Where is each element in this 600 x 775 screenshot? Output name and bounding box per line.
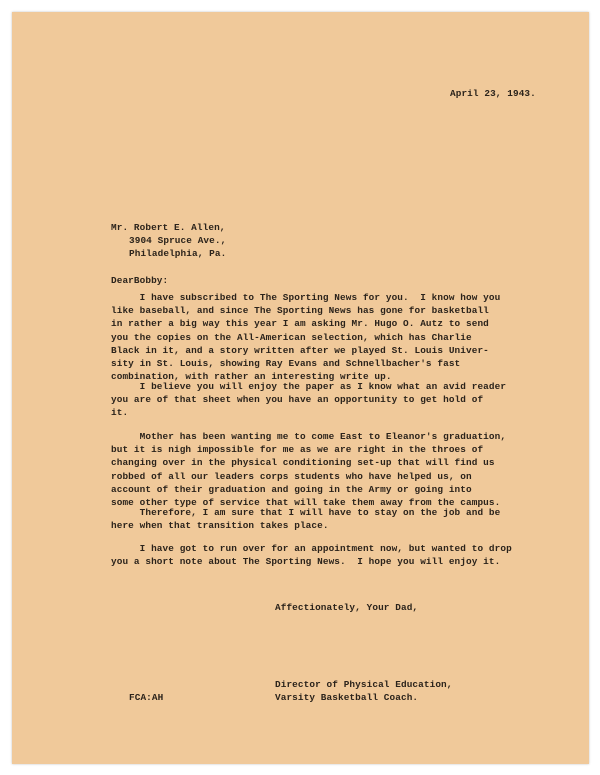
paragraph-line: like baseball, and since The Sporting News has gone for basketball	[111, 305, 489, 317]
recipient-city: Philadelphia, Pa.	[129, 248, 227, 259]
paragraph-line: I believe you will enjoy the paper as I know what an avid reader	[111, 381, 507, 392]
paragraph-line: Therefore, I am sure that I will have to stay on the job and be	[111, 507, 501, 518]
paragraph-line: Black in it, and a story written after we played St. Louis Univer-	[111, 344, 489, 356]
paragraph-line: Mother has been wanting me to come East to Eleanor's graduation,	[111, 431, 507, 442]
paragraph-line: some other type of service that will take them away from the campus.	[111, 497, 501, 509]
paragraph-5	[111, 542, 571, 568]
paragraph-line: sity in St. Louis, showing Ray Evans and Schnellbacher's fast	[111, 358, 461, 370]
paragraph-line: changing over in the physical conditioning set-up that will find us	[111, 457, 495, 469]
paragraph-3	[111, 430, 571, 509]
salutation: DearBobby:	[111, 275, 169, 286]
closing: Affectionately, Your Dad,	[275, 602, 419, 613]
signature-title-1: Director of Physical Education,	[275, 679, 453, 690]
paragraph-line: account of their graduation and going in the Army or going into	[111, 483, 472, 495]
paragraph-line: robbed of all our leaders corps students who have helped us, on	[111, 470, 472, 482]
paragraph-line: you the copies on the All-American selection, which has Charlie	[111, 331, 472, 343]
paragraph-line: here when that transition takes place.	[111, 520, 329, 532]
paragraph-line: combination, with rather an interesting write up.	[111, 371, 392, 383]
paragraph-line: you a short note about The Sporting News. I hope you will enjoy it.	[111, 556, 501, 568]
recipient-street: 3904 Spruce Ave.,	[129, 235, 227, 246]
signature-title-2: Varsity Basketball Coach.	[275, 692, 419, 703]
paragraph-4	[111, 506, 571, 532]
recipient-name: Mr. Robert E. Allen,	[111, 222, 226, 233]
letter-paper	[12, 12, 589, 764]
paragraph-line: in rather a big way this year I am asking Mr. Hugo O. Autz to send	[111, 318, 489, 330]
letter-date: April 23, 1943.	[450, 88, 536, 99]
paragraph-line: it.	[111, 407, 129, 419]
typist-initials: FCA:AH	[129, 692, 164, 703]
paragraph-line: you are of that sheet when you have an opportunity to get hold of	[111, 394, 484, 406]
paragraph-line: but it is nigh impossible for me as we are right in the throes of	[111, 444, 484, 456]
paragraph-line: I have got to run over for an appointment now, but wanted to drop	[111, 543, 512, 554]
paragraph-2	[111, 380, 571, 420]
paragraph-1	[111, 291, 571, 383]
paragraph-line: I have subscribed to The Sporting News for you. I know how you	[111, 292, 501, 303]
